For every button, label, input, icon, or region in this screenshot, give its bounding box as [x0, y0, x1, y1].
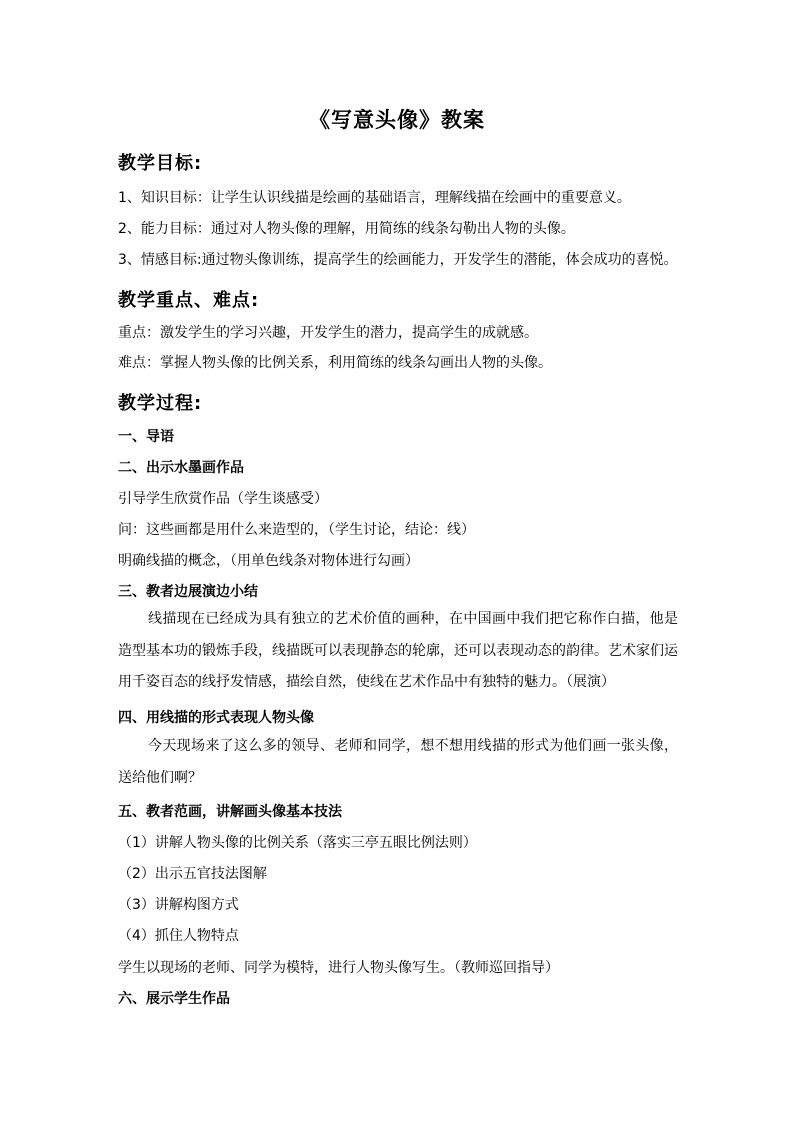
section-4-heading: 四、用线描的形式表现人物头像 [118, 710, 314, 726]
section-5-item-4: （4）抓住人物特点 [118, 928, 239, 944]
section-1-heading: 一、导语 [118, 429, 174, 445]
keypoints-heading: 教学重点、难点: [118, 290, 260, 311]
document-title: 《写意头像》教案 [309, 107, 485, 132]
section-2-line-3: 明确线描的概念，（用单色线条对物体进行勾画） [118, 553, 419, 569]
difficulty-text: 难点：掌握人物头像的比例关系，利用简练的线条勾画出人物的头像。 [118, 355, 552, 371]
section-5-item-2: （2）出示五官技法图解 [118, 866, 267, 882]
section-2-line-2: 问：这些画都是用什么来造型的，（学生讨论，结论：线） [118, 522, 475, 538]
section-6-heading: 六、展示学生作品 [118, 991, 230, 1007]
focus-text: 重点：激发学生的学习兴趣，开发学生的潜力，提高学生的成就感。 [118, 325, 538, 341]
section-3-heading: 三、教者边展演边小结 [118, 584, 258, 600]
section-4-paragraph: 今天现场来了这么多的领导、老师和同学，想不想用线描的形式为他们画一张头像，送给他们啊？ [118, 738, 678, 786]
objective-item-2: 2、能力目标：通过对人物头像的理解，用简练的线条勾勒出人物的头像。 [118, 221, 575, 237]
section-2-line-1: 引导学生欣赏作品（学生谈感受） [118, 491, 328, 507]
section-3-paragraph: 线描现在已经成为具有独立的艺术价值的画种，在中国画中我们把它称作白描，他是造型基本功的锻炼手段，线描既可以表现静态的轮廓，还可以表现动态的韵律。艺术家们运用千姿百态的线抒发情感，描绘自然，使线在艺术作品中有独特的魅力。（展演） [118, 611, 678, 690]
objectives-heading: 教学目标: [118, 153, 203, 174]
section-5-heading: 五、教者范画，讲解画头像基本技法 [118, 804, 342, 820]
section-5-item-3: （3）讲解构图方式 [118, 897, 239, 913]
section-2-heading: 二、出示水墨画作品 [118, 460, 244, 476]
section-5-after-text: 学生以现场的老师、同学为模特，进行人物头像写生。（教师巡回指导） [118, 960, 559, 976]
objective-item-1: 1、知识目标：让学生认识线描是绘画的基础语言，理解线描在绘画中的重要意义。 [118, 190, 631, 206]
objective-item-3: 3、情感目标:通过物头像训练，提高学生的绘画能力，开发学生的潜能，体会成功的喜悦。 [118, 252, 678, 268]
section-5-item-1: （1）讲解人物头像的比例关系（落实三亭五眼比例法则） [118, 835, 477, 851]
process-heading: 教学过程: [118, 393, 203, 414]
